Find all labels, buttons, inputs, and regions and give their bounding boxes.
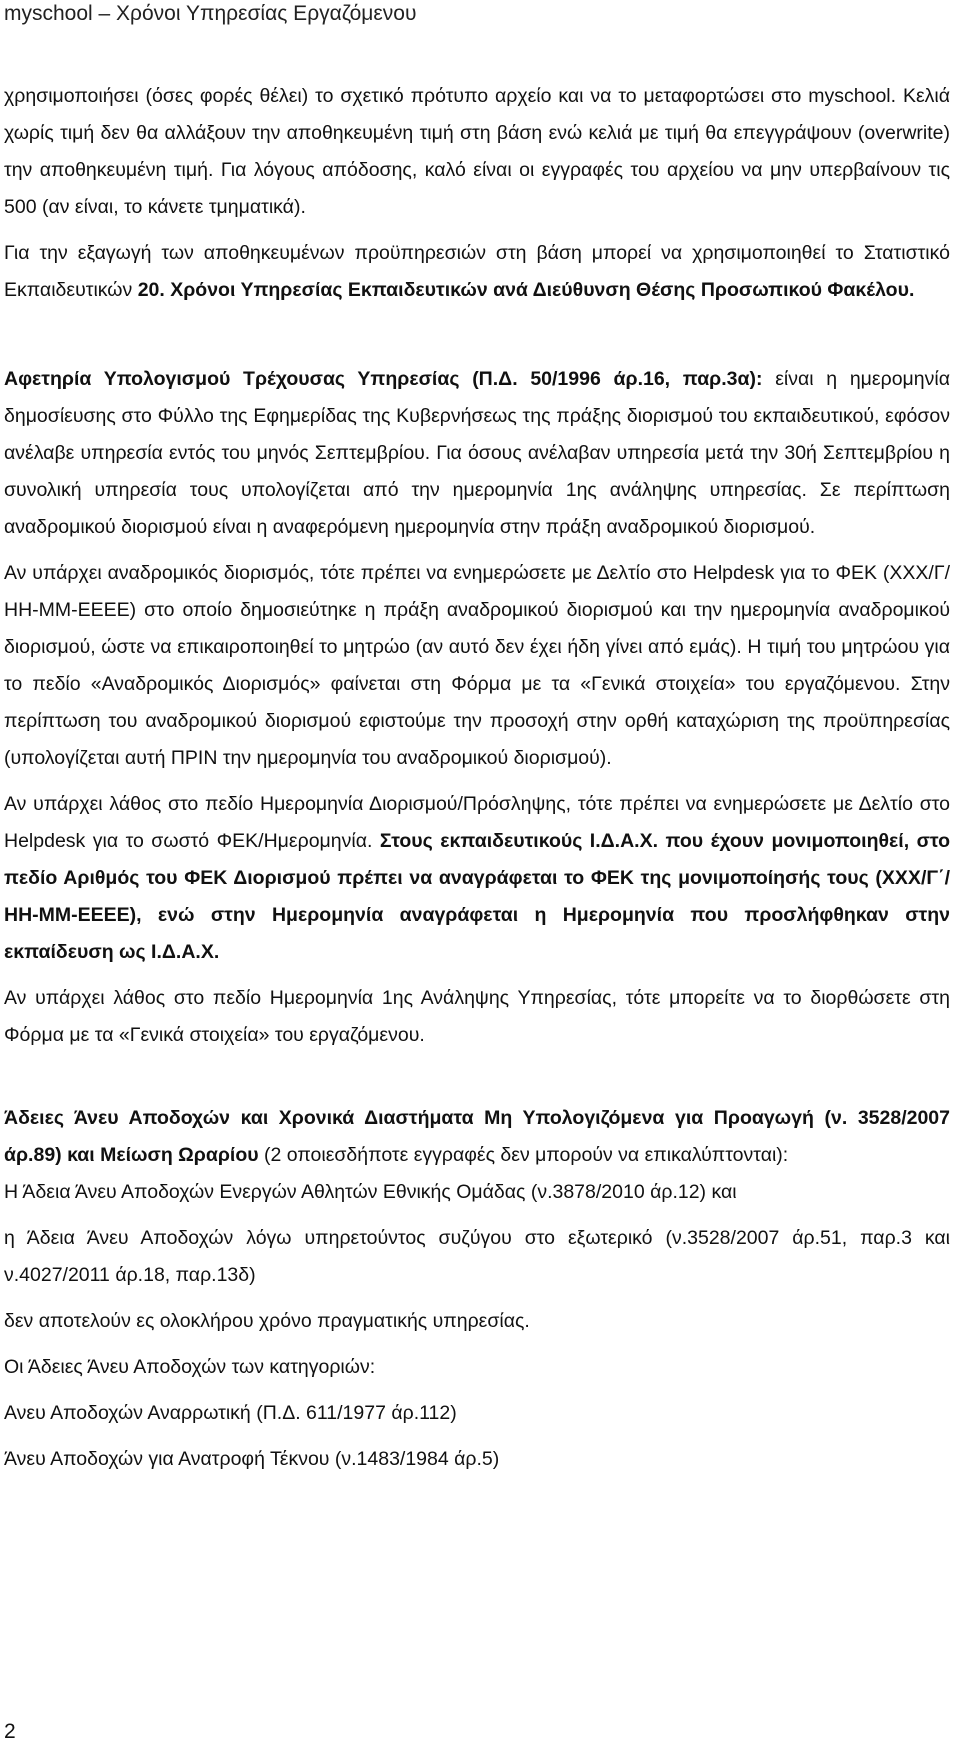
- paragraph-export-statistics: [4, 235, 950, 309]
- paragraph-upload-instructions: [4, 78, 950, 226]
- document-body: [4, 78, 950, 1478]
- paragraph-text: δεν αποτελούν ες ολοκλήρου χρόνο πραγματικής υπηρεσίας.: [4, 1310, 530, 1332]
- paragraph-text: η Άδεια Άνευ Αποδοχών λόγω υπηρετούντος συζύγου στο εξωτερικό (ν.3528/2007 άρ.51, παρ.3 και ν.4027/2011 άρ.18, παρ.13δ): [4, 1227, 950, 1286]
- paragraph-leave-categories: [4, 1349, 950, 1386]
- paragraph-service-start: [4, 361, 950, 546]
- paragraph-text: είναι η ημερομηνία δημοσίευσης στο Φύλλο της Εφημερίδας της Κυβερνήσεως της πράξης διορισμού του εκπαιδευτικού, εφόσον ανέλαβε υπηρεσία εντός του μηνός Σεπτεμβρίου. Για όσους ανέλαβαν υπηρεσία μετά την 30ή Σεπτεμβρίου η συνολική υπηρεσία τους υπολογίζεται από την ημερομηνία 1ης ανάληψης υπηρεσίας. Σε περίπτωση αναδρομικού διορισμού είναι η αναφερόμενη ημερομηνία στην πράξη αναδρομικού διορισμού.: [4, 368, 950, 538]
- paragraph-text: Αν υπάρχει λάθος στο πεδίο Ημερομηνία 1ης Ανάληψης Υπηρεσίας, τότε μπορείτε να το διορθώσετε στη Φόρμα με τα «Γενικά στοιχεία» του εργαζόμενου.: [4, 987, 950, 1046]
- paragraph-text: (2 οποιεσδήποτε εγγραφές δεν μπορούν να επικαλύπτονται):: [258, 1144, 789, 1166]
- paragraph-spouse-abroad-leave: [4, 1220, 950, 1294]
- paragraph-text: Ανευ Αποδοχών Αναρρωτική (Π.Δ. 611/1977 άρ.112): [4, 1402, 457, 1424]
- section-heading: Αφετηρία Υπολογισμού Τρέχουσας Υπηρεσίας (Π.Δ. 50/1996 άρ.16, παρ.3α):: [4, 368, 763, 390]
- paragraph-first-service-date-error: [4, 980, 950, 1054]
- statistic-reference: 20. Χρόνοι Υπηρεσίας Εκπαιδευτικών ανά Διεύθυνση Θέσης Προσωπικού Φακέλου.: [137, 279, 915, 301]
- paragraph-athletes-leave: [4, 1174, 950, 1211]
- section-heading: Άδειες Άνευ Αποδοχών και Χρονικά Διαστήματα Μη Υπολογιζόμενα για Προαγωγή (ν. 3528/2007 άρ.89) και Μείωση Ωραρίου: [4, 1107, 950, 1166]
- paragraph-text: Για την εξαγωγή των αποθηκευμένων προϋπηρεσιών στη βάση μπορεί να χρησιμοποιηθεί το Στατιστικό Εκπαιδευτικών: [4, 242, 950, 301]
- paragraph-appointment-date-error: [4, 786, 950, 971]
- paragraph-text: χρησιμοποιήσει (όσες φορές θέλει) το σχετικό πρότυπο αρχείο και να το μεταφορτώσει στο myschool. Κελιά χωρίς τιμή δεν θα αλλάξουν την αποθηκευμένη τιμή στη βάση ενώ κελιά με τιμή θα επεγγράψουν (overwrite) την αποθηκευμένη τιμή. Για λόγους απόδοσης, καλό είναι οι εγγραφές του αρχείου να μην υπερβαίνουν τις 500 (αν είναι, το κάνετε τμηματικά).: [4, 85, 950, 218]
- paragraph-sick-leave: [4, 1395, 950, 1432]
- paragraph-text: Αν υπάρχει λάθος στο πεδίο Ημερομηνία Διορισμού/Πρόσληψης, τότε πρέπει να ενημερώσετε με Δελτίο στο Helpdesk για το σωστό ΦΕΚ/Ημερομηνία.: [4, 793, 950, 852]
- page-header-title: myschool – Χρόνοι Υπηρεσίας Εργαζόμενου: [4, 2, 417, 25]
- paragraph-text: Αν υπάρχει αναδρομικός διορισμός, τότε πρέπει να ενημερώσετε με Δελτίο στο Helpdesk για το ΦΕΚ (ΧΧΧ/Γ/ΗΗ-ΜΜ-ΕΕΕΕ) στο οποίο δημοσιεύτηκε η πράξη αναδρομικού διορισμού και την ημερομηνία αναδρομικού διορισμού, ώστε να επικαιροποιηθεί το μητρώο (αν αυτό δεν έχει ήδη γίνει από εμάς). Η τιμή του μητρώου για το πεδίο «Αναδρομικός Διορισμός» φαίνεται στη Φόρμα με τα «Γενικά στοιχεία» του εργαζόμενου. Στην περίπτωση του αναδρομικού διορισμού εφιστούμε την προσοχή στην ορθή καταχώριση της προϋπηρεσίας (υπολογίζεται αυτή ΠΡΙΝ την ημερομηνία του αναδρομικού διορισμού).: [4, 562, 950, 769]
- paragraph-childcare-leave: [4, 1441, 950, 1478]
- paragraph-text: Η Άδεια Άνευ Αποδοχών Ενεργών Αθλητών Εθνικής Ομάδας (ν.3878/2010 άρ.12) και: [4, 1181, 737, 1203]
- paragraph-unpaid-leave-heading: [4, 1100, 950, 1174]
- paragraph-not-actual-service: [4, 1303, 950, 1340]
- paragraph-text: Άνευ Αποδοχών για Ανατροφή Τέκνου (ν.1483/1984 άρ.5): [4, 1448, 500, 1470]
- paragraph-text: Οι Άδειες Άνευ Αποδοχών των κατηγοριών:: [4, 1356, 376, 1378]
- page-number: 2: [4, 1720, 16, 1743]
- important-note: Στους εκπαιδευτικούς Ι.Δ.Α.Χ. που έχουν μονιμοποιηθεί, στο πεδίο Αριθμός του ΦΕΚ Διορισμού πρέπει να αναγράφεται το ΦΕΚ της μονιμοποίησής τους (ΧΧΧ/Γ΄/ΗΗ-ΜΜ-ΕΕΕΕ), ενώ στην Ημερομηνία αναγράφεται η Ημερομηνία που προσλήφθηκαν στην εκπαίδευση ως Ι.Δ.Α.Χ.: [4, 830, 950, 963]
- paragraph-retroactive-appointment: [4, 555, 950, 777]
